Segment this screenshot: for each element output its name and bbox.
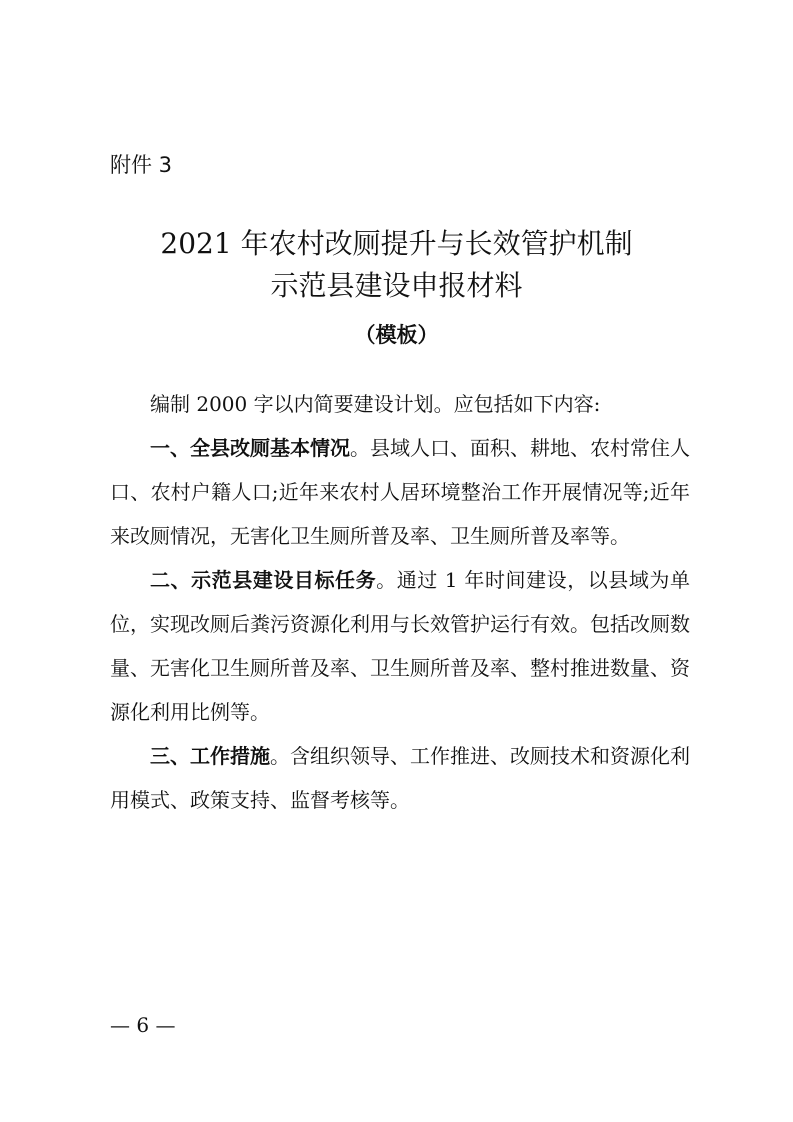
title-line-1: 2021 年农村改厕提升与长效管护机制 bbox=[160, 227, 633, 260]
section-paragraph-2 bbox=[110, 558, 690, 734]
section-heading-1: 一、全县改厕基本情况 bbox=[150, 436, 350, 460]
title-subtitle: （模板） bbox=[354, 323, 439, 347]
attachment-label: 附件 3 bbox=[110, 153, 173, 177]
title-block bbox=[0, 224, 793, 350]
section-text-3: 。含组织领导、工作推进、改厕技术和资源化利用模式、政策支持、监督考核等。 bbox=[110, 744, 690, 812]
page-number: — 6 — bbox=[110, 1013, 176, 1037]
section-paragraph-1 bbox=[110, 426, 690, 558]
section-heading-2: 二、示范县建设目标任务 bbox=[150, 568, 377, 592]
section-text-2: 。通过 1 年时间建设，以县域为单位，实现改厕后粪污资源化利用与长效管护运行有效。包括改厕数量、无害化卫生厕所普及率、卫生厕所普及率、整村推进数量、资源化利用比例等。 bbox=[110, 568, 690, 724]
intro-paragraph: 编制 2000 字以内简要建设计划。应包括如下内容: bbox=[150, 392, 601, 416]
section-text-1: 。县域人口、面积、耕地、农村常住人口、农村户籍人口;近年来农村人居环境整治工作开展情况等;近年来改厕情况，无害化卫生厕所普及率、卫生厕所普及率等。 bbox=[110, 436, 690, 548]
document-body bbox=[110, 382, 690, 822]
title-line-2: 示范县建设申报材料 bbox=[270, 269, 523, 302]
section-heading-3: 三、工作措施 bbox=[150, 744, 270, 768]
section-paragraph-3 bbox=[110, 734, 690, 822]
